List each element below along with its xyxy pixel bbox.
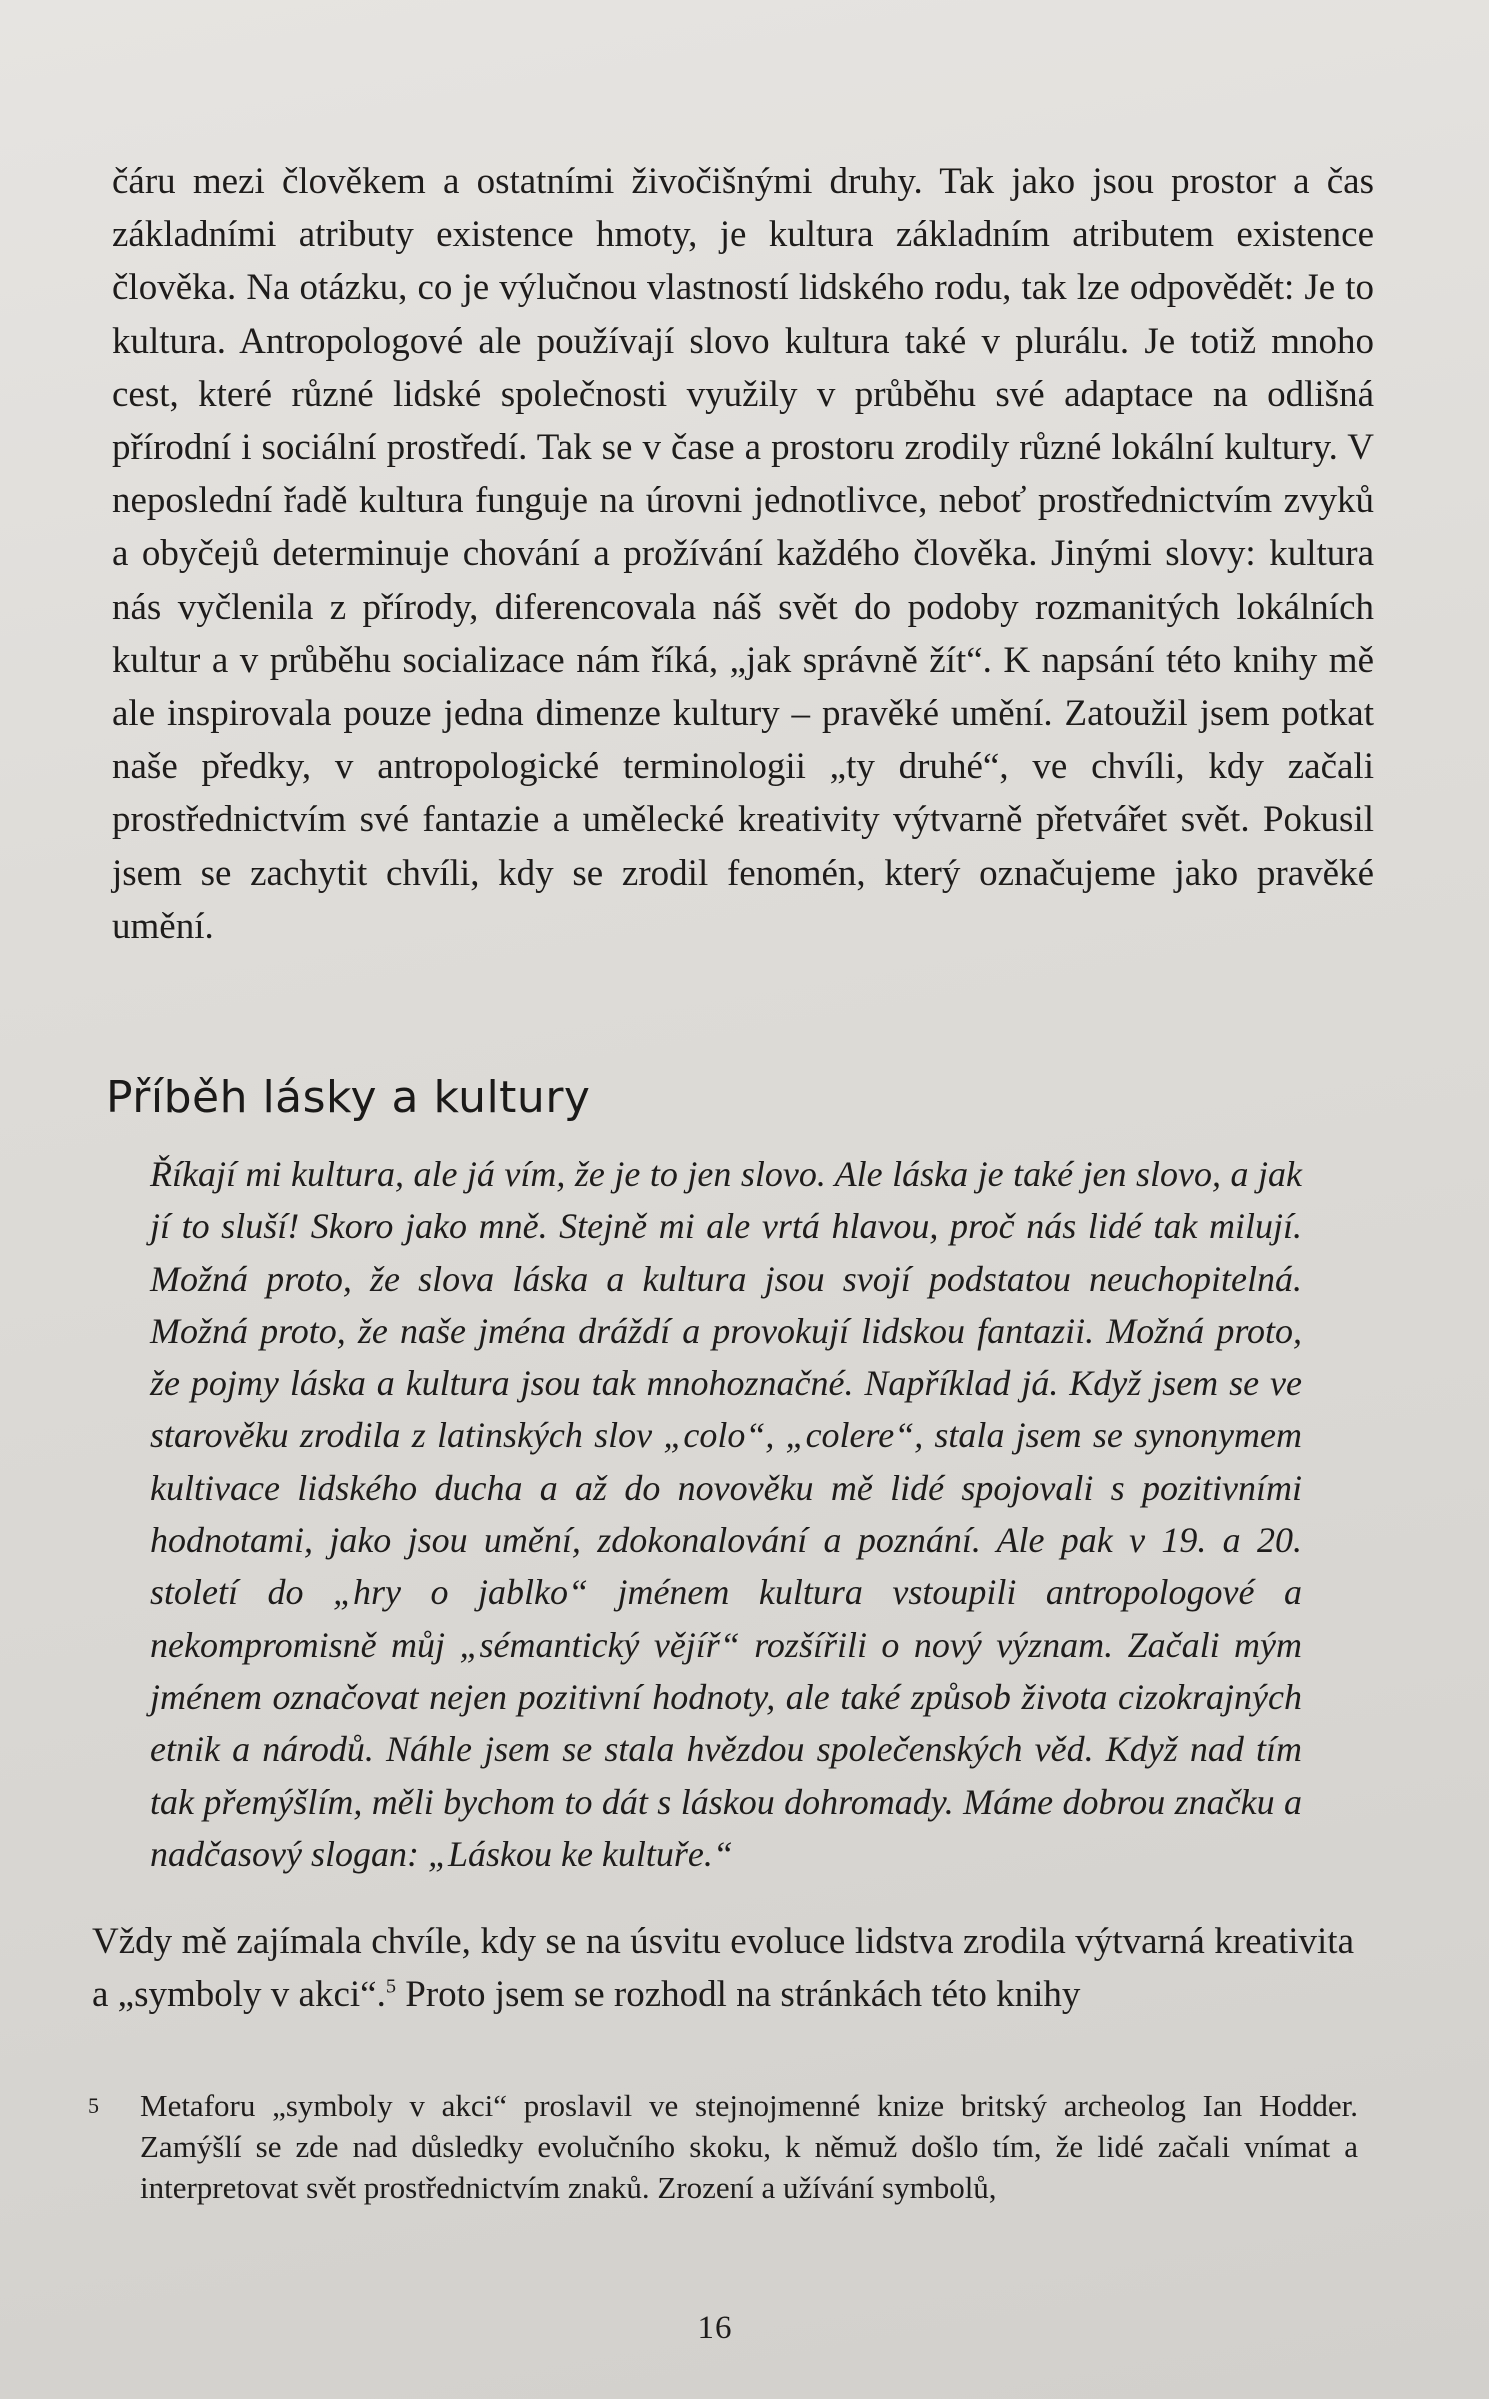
section-heading: Příběh lásky a kultury — [106, 1072, 591, 1123]
body-paragraph-mid — [92, 1915, 1354, 2021]
footnote-marker: 5 — [88, 2093, 99, 2118]
footnote-text: Metaforu „symboly v akci“ proslavil ve stejnojmenné knize britský archeolog Ian Hodder. Zamýšlí se zde nad důsledky evolučního skoku, k němuž došlo tím, že lidé začali vnímat a interpretovat svět prostřednictvím znaků. Zrození a užívání symbolů, — [140, 2088, 1358, 2205]
italic-quote-block: Říkají mi kultura, ale já vím, že je to jen slovo. Ale láska je také jen slovo, a jak jí to sluší! Skoro jako mně. Stejně mi ale vrtá hlavou, proč nás lidé tak milují. Možná proto, že slova láska a kultura jsou svojí podstatou neuchopitelná. Možná proto, že naše jména dráždí a provokují lidskou fantazii. Možná proto, že pojmy láska a kultura jsou tak mnohoznačné. Například já. Když jsem se ve starověku zrodila z latinských slov „colo“, „colere“, stala jsem se synonymem kultivace lidského ducha a až do novověku mě lidé spojovali s pozitivními hodnotami, jako jsou umění, zdokonalování a poznání. Ale pak v 19. a 20. století do „hry o jablko“ jménem kultura vstoupili antropologové a nekompromisně můj „sémantický vějíř“ rozšířili o nový význam. Začali mým jménem označovat nejen pozitivní hodnoty, ale také způsob života cizokrajných etnik a národů. Náhle jsem se stala hvězdou společenských věd. Když nad tím tak přemýšlím, měli bychom to dát s láskou dohromady. Máme dobrou značku a nadčasový slogan: „Láskou ke kultuře.“ — [150, 1154, 1302, 1874]
footnote — [88, 2085, 1358, 2208]
footnote-reference: 5 — [385, 1975, 397, 1998]
paragraph-mid-text: Vždy mě zajímala chvíle, kdy se na úsvitu evoluce lidstva zrodila výtvarná kreativita a „symboly v akci“. — [92, 1921, 1354, 2015]
body-paragraph-top: čáru mezi člověkem a ostatními živočišnými druhy. Tak jako jsou prostor a čas základními atributy existence hmoty, je kultura základním atributem existence člověka. Na otázku, co je výlučnou vlastností lidského rodu, tak lze odpovědět: Je to kultura. Antropologové ale používají slovo kultura také v plurálu. Je totiž mnoho cest, které různé lidské společnosti využily v průběhu své adaptace na odlišná přírodní i sociální prostředí. Tak se v čase a prostoru zrodily různé lokální kultury. V neposlední řadě kultura funguje na úrovni jednotlivce, neboť prostřednictvím zvyků a obyčejů determinuje chování a prožívání každého člověka. Jinými slovy: kultura nás vyčlenila z přírody, diferencovala náš svět do podoby rozmanitých lokálních kultur a v průběhu socializace nám říká, „jak správně žít“. K napsání této knihy mě ale inspirovala pouze jedna dimenze kultury – pravěké umění. Zatoužil jsem potkat naše předky, v antropologické terminologii „ty druhé“, ve chvíli, kdy začali prostřednictvím své fantazie a umělecké kreativity výtvarně přetvářet svět. Pokusil jsem se zachytit chvíli, kdy se zrodil fenomén, který označujeme jako pravěké umění. — [112, 161, 1374, 947]
paragraph-mid-text-continued: Proto jsem se rozhodl na stránkách této knihy — [396, 1974, 1081, 2015]
page-number: 16 — [697, 2310, 733, 2346]
